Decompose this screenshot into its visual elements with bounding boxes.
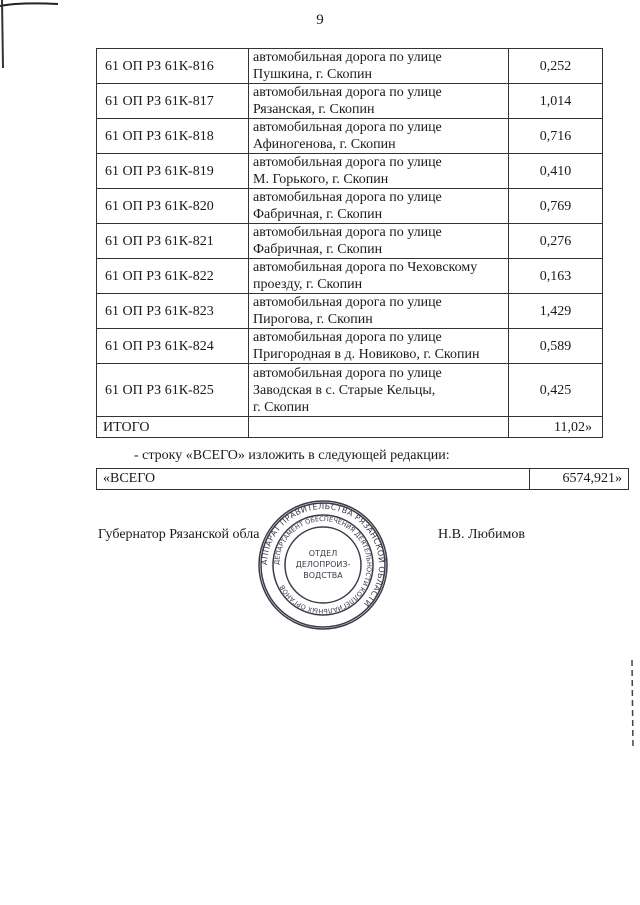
road-length: 0,410 — [509, 154, 603, 189]
road-length: 0,716 — [509, 119, 603, 154]
road-code: 61 ОП РЗ 61К-816 — [97, 49, 249, 84]
road-length: 0,589 — [509, 329, 603, 364]
total-label: ИТОГО — [97, 417, 249, 438]
table-row — [97, 224, 603, 259]
signatory-title: Губернатор Рязанской обла — [98, 527, 260, 542]
seal-center-line3: ВОДСТВА — [303, 571, 343, 580]
road-description: автомобильная дорога по улице Пушкина, г. Скопин — [249, 49, 509, 84]
table-row — [97, 259, 603, 294]
table-row — [97, 189, 603, 224]
table-row — [97, 154, 603, 189]
road-length: 0,163 — [509, 259, 603, 294]
road-description: автомобильная дорога по улице Заводская в с. Старые Кельцы, г. Скопин — [249, 364, 509, 417]
road-code: 61 ОП РЗ 61К-818 — [97, 119, 249, 154]
grand-total-table — [96, 468, 629, 490]
seal-inner-text: ДЕПАРТАМЕНТ ОБЕСПЕЧЕНИЯ ДЕЯТЕЛЬНОСТИ КОЛЛЕГИАЛЬНЫХ ОРГАНОВ — [272, 514, 374, 616]
total-value: 11,02» — [509, 417, 603, 438]
table-row — [97, 84, 603, 119]
road-length: 0,252 — [509, 49, 603, 84]
signatory-name: Н.В. Любимов — [438, 527, 525, 542]
table-row — [97, 49, 603, 84]
table-row — [97, 329, 603, 364]
scan-artifact-left — [0, 0, 6, 70]
road-code: 61 ОП РЗ 61К-817 — [97, 84, 249, 119]
road-code: 61 ОП РЗ 61К-819 — [97, 154, 249, 189]
table-row — [97, 294, 603, 329]
seal-center-line1: ОТДЕЛ — [308, 549, 338, 558]
official-seal — [256, 498, 390, 632]
grand-total-row — [97, 469, 629, 490]
road-description: автомобильная дорога по улице Афиногенова, г. Скопин — [249, 119, 509, 154]
seal-outer-text: АППАРАТ ПРАВИТЕЛЬСТВА РЯЗАНСКОЙ ОБЛАСТИ — [259, 501, 387, 609]
road-code: 61 ОП РЗ 61К-821 — [97, 224, 249, 259]
page-number: 9 — [316, 12, 324, 28]
road-description: автомобильная дорога по улице Фабричная, г. Скопин — [249, 189, 509, 224]
road-length: 1,014 — [509, 84, 603, 119]
road-length: 0,276 — [509, 224, 603, 259]
grand-total-label: «ВСЕГО — [97, 469, 530, 490]
table-row — [97, 364, 603, 417]
scan-artifact-right — [628, 660, 636, 750]
total-empty-cell — [249, 417, 509, 438]
road-length: 0,769 — [509, 189, 603, 224]
road-length: 1,429 — [509, 294, 603, 329]
amendment-instruction: - строку «ВСЕГО» изложить в следующей редакции: — [134, 448, 450, 463]
road-code: 61 ОП РЗ 61К-825 — [97, 364, 249, 417]
road-description: автомобильная дорога по улице Пирогова, г. Скопин — [249, 294, 509, 329]
total-row — [97, 417, 603, 438]
road-code: 61 ОП РЗ 61К-820 — [97, 189, 249, 224]
road-description: автомобильная дорога по Чеховскому проезду, г. Скопин — [249, 259, 509, 294]
road-description: автомобильная дорога по улице Рязанская, г. Скопин — [249, 84, 509, 119]
road-description: автомобильная дорога по улице М. Горького, г. Скопин — [249, 154, 509, 189]
road-length: 0,425 — [509, 364, 603, 417]
scan-artifact-top — [0, 0, 60, 10]
table-row — [97, 119, 603, 154]
road-code: 61 ОП РЗ 61К-824 — [97, 329, 249, 364]
road-code: 61 ОП РЗ 61К-823 — [97, 294, 249, 329]
road-description: автомобильная дорога по улице Пригородная в д. Новиково, г. Скопин — [249, 329, 509, 364]
road-code: 61 ОП РЗ 61К-822 — [97, 259, 249, 294]
roads-table — [96, 48, 603, 438]
seal-stamp-icon — [256, 498, 390, 632]
grand-total-value: 6574,921» — [530, 469, 629, 490]
road-description: автомобильная дорога по улице Фабричная, г. Скопин — [249, 224, 509, 259]
seal-center-line2: ДЕЛОПРОИЗ- — [295, 560, 351, 569]
